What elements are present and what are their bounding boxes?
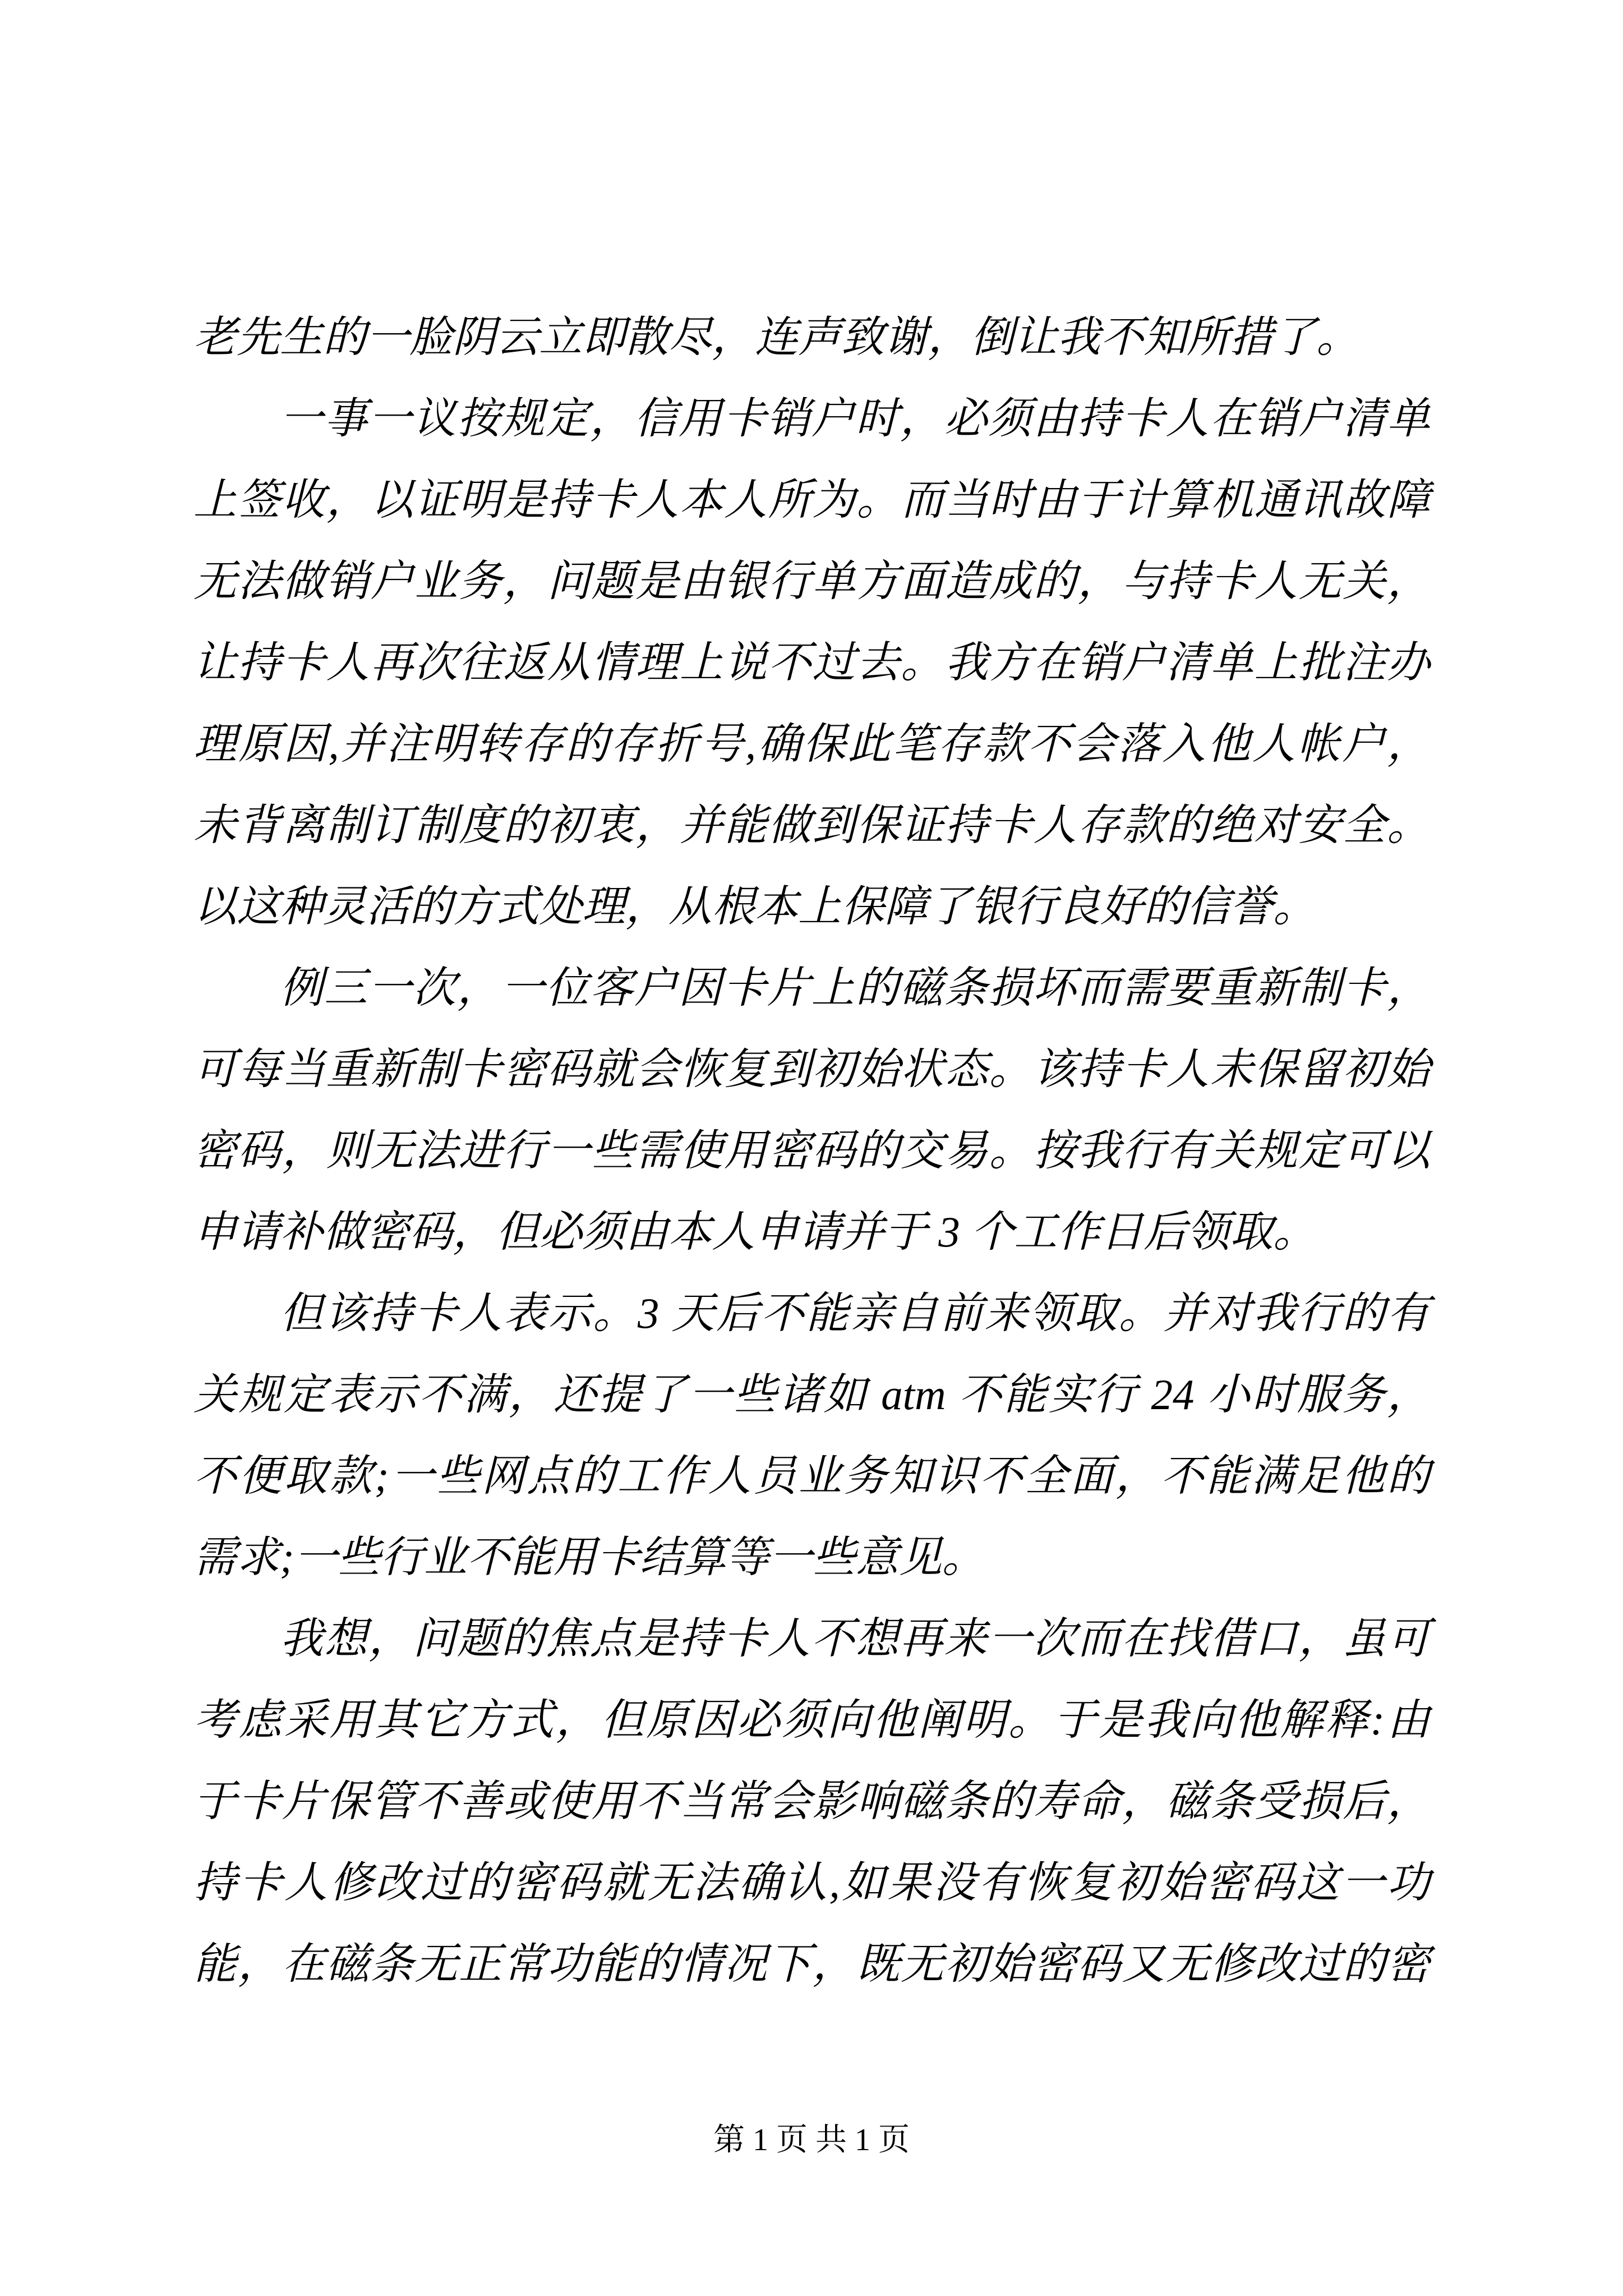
text-line: 未背离制订制度的初衷，并能做到保证持卡人存款的绝对安全。 [193,801,1430,849]
text-line: 一事一议按规定，信用卡销户时，必须由持卡人在销户清单 [280,394,1430,443]
text-line: 理原因,并注明转存的存折号,确保此笔存款不会落入他人帐户， [193,720,1430,768]
text-line: 持卡人修改过的密码就无法确认,如果没有恢复初始密码这一功 [193,1858,1430,1907]
text-line: 需求;一些行业不能用卡结算等一些意见。 [193,1533,985,1581]
text-line: 无法做销户业务，问题是由银行单方面造成的，与持卡人无关， [193,557,1430,605]
text-line: 密码，则无法进行一些需使用密码的交易。按我行有关规定可以 [193,1126,1430,1175]
text-line: 关规定表示不满，还提了一些诸如 atm 不能实行 24 小时服务， [193,1370,1430,1419]
text-line: 申请补做密码，但必须由本人申请并于 3 个工作日后领取。 [193,1208,1316,1256]
text-line: 不便取款;一些网点的工作人员业务知识不全面，不能满足他的 [193,1452,1430,1500]
text-line: 考虑采用其它方式，但原因必须向他阐明。于是我向他解释:由 [193,1696,1430,1744]
text-line: 我想，问题的焦点是持卡人不想再来一次而在找借口，虽可 [280,1614,1430,1663]
text-line: 老先生的一脸阴云立即散尽，连声致谢，倒让我不知所措了。 [193,313,1359,361]
text-line: 让持卡人再次往返从情理上说不过去。我方在销户清单上批注办 [193,638,1430,687]
text-line: 能，在磁条无正常功能的情况下，既无初始密码又无修改过的密 [193,1940,1430,1988]
text-line: 上签收，以证明是持卡人本人所为。而当时由于计算机通讯故障 [193,476,1430,524]
text-line: 于卡片保管不善或使用不当常会影响磁条的寿命，磁条受损后， [193,1777,1430,1825]
document-body [193,297,1430,2005]
text-line: 例三一次，一位客户因卡片上的磁条损坏而需要重新制卡， [280,964,1430,1012]
text-line: 但该持卡人表示。3 天后不能亲自前来领取。并对我行的有 [280,1289,1430,1337]
text-line: 以这种灵活的方式处理，从根本上保障了银行良好的信誉。 [193,882,1316,931]
text-line: 可每当重新制卡密码就会恢复到初始状态。该持卡人未保留初始 [193,1045,1430,1093]
page-footer: 第 1 页 共 1 页 [713,2123,910,2157]
